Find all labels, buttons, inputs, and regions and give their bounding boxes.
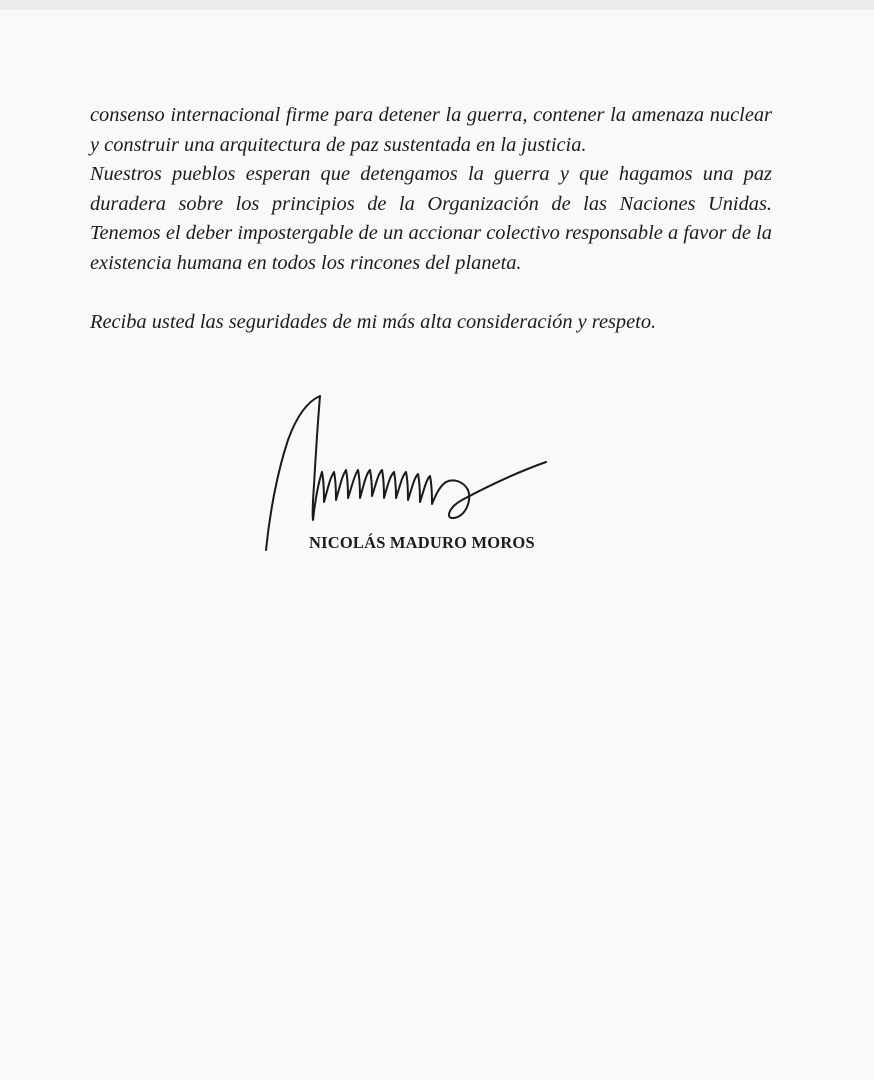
letter-body [90,101,772,337]
signer-name: NICOLÁS MADURO MOROS [309,533,535,552]
paragraph-consensus: consenso internacional firme para detener la guerra, contener la amenaza nuclear y construir una arquitectura de paz sustentada en la justicia. [90,104,772,156]
handwritten-signature [258,390,558,556]
page-top-edge [0,0,874,10]
closing-line: Reciba usted las seguridades de mi más alta consideración y respeto. [90,310,657,333]
paragraph-peoples: Nuestros pueblos esperan que detengamos la guerra y que hagamos una paz duradera sobre los principios de la Organización de las Naciones Unidas. Tenemos el deber impostergable de un accionar colectivo responsable a favor de la existencia humana en todos los rincones del planeta. [90,163,772,274]
